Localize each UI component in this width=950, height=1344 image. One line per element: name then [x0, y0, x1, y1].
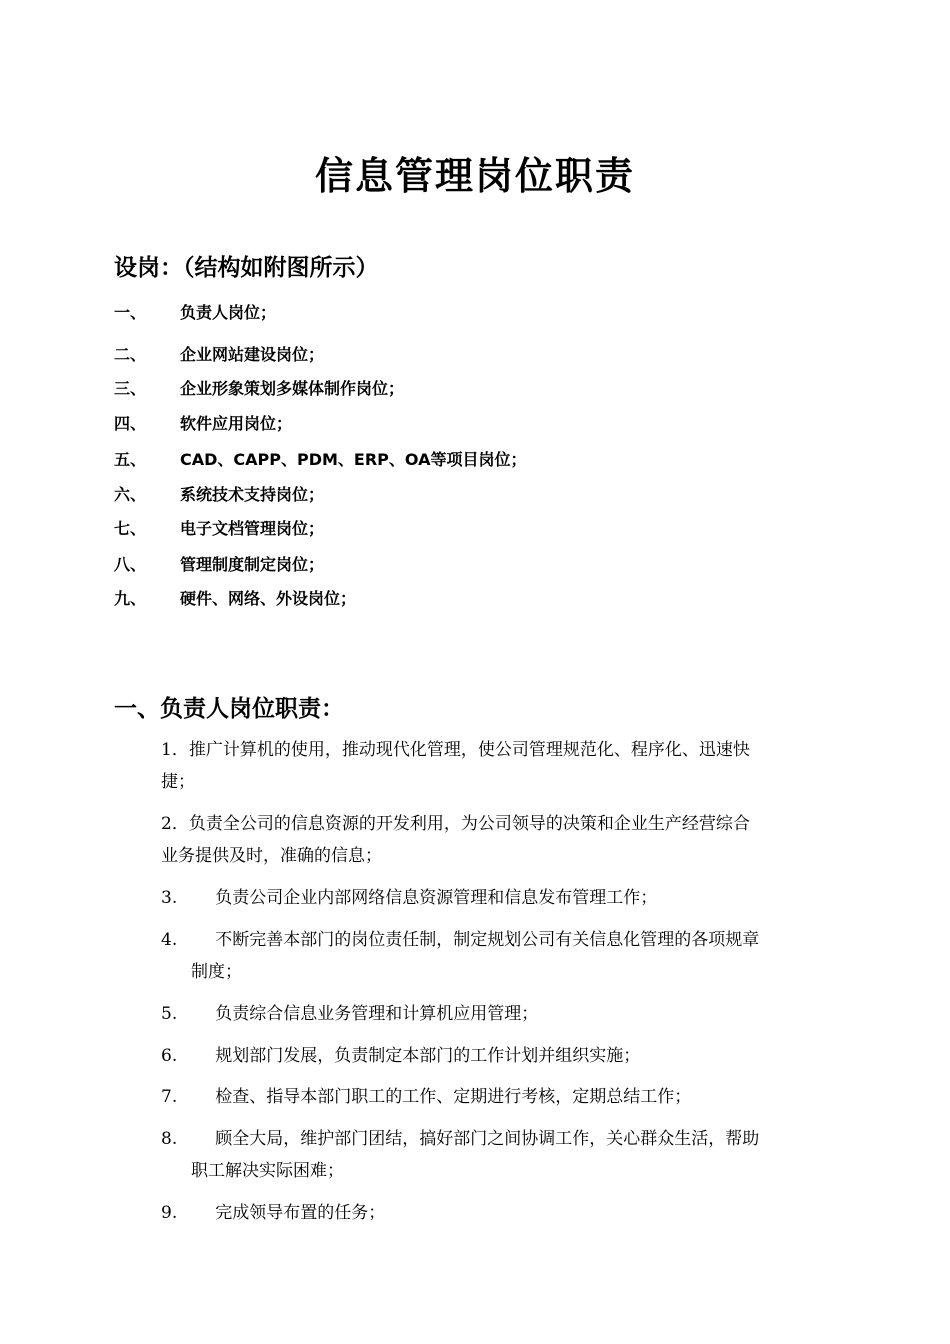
page-title: 信息管理岗位职责: [314, 154, 635, 198]
duty-number: 7.: [161, 1087, 178, 1107]
post-number: 五、: [114, 450, 147, 469]
post-number: 八、: [114, 555, 147, 574]
duty-text: 1．推广计算机的使用，推动现代化管理，使公司管理规范化、程序化、迅速快: [161, 740, 750, 760]
duty-text-continued: 捷；: [161, 772, 195, 792]
duty-text: 完成领导布置的任务；: [215, 1203, 386, 1223]
duty-number: 3.: [161, 888, 178, 908]
duty-number: 5.: [161, 1004, 178, 1024]
post-text: 硬件、网络、外设岗位；: [180, 589, 357, 608]
duty-text-continued: 制度；: [191, 962, 242, 982]
duty-text: 顾全大局，维护部门团结，搞好部门之间协调工作，关心群众生活，帮助: [215, 1129, 760, 1149]
duty-item: [161, 1081, 837, 1113]
duty-text: 2．负责全公司的信息资源的开发利用，为公司领导的决策和企业生产经营综合: [161, 814, 750, 834]
duty-item: [161, 1197, 837, 1229]
duty-heading: 一、负责人岗位职责：: [114, 696, 344, 722]
post-text: 企业网站建设岗位；: [180, 345, 325, 364]
duty-text: 规划部门发展，负责制定本部门的工作计划并组织实施；: [215, 1046, 641, 1066]
post-text: 管理制度制定岗位；: [180, 555, 325, 574]
post-text: 系统技术支持岗位；: [180, 485, 325, 504]
duty-item: [161, 734, 837, 798]
post-text: 软件应用岗位；: [180, 414, 293, 433]
post-number: 九、: [114, 589, 147, 608]
duty-number: 6.: [161, 1046, 178, 1066]
duty-item: [161, 998, 837, 1030]
post-number: 七、: [114, 519, 147, 538]
duty-number: 8.: [161, 1129, 178, 1149]
duty-item: [161, 924, 837, 988]
post-text: CAD、CAPP、PDM、ERP、OA等项目岗位；: [180, 450, 527, 469]
post-number: 四、: [114, 414, 147, 433]
post-number: 三、: [114, 379, 147, 398]
duty-number: 9.: [161, 1203, 178, 1223]
duty-text: 负责公司企业内部网络信息资源管理和信息发布管理工作；: [215, 888, 658, 908]
duty-item: [161, 808, 837, 872]
duty-item: [161, 882, 837, 914]
duty-text: 不断完善本部门的岗位责任制，制定规划公司有关信息化管理的各项规章: [215, 930, 760, 950]
post-number: 一、: [114, 303, 147, 322]
post-number: 六、: [114, 485, 147, 504]
post-text: 负责人岗位；: [180, 303, 277, 322]
post-text: 电子文档管理岗位；: [180, 519, 325, 538]
post-text: 企业形象策划多媒体制作岗位；: [180, 379, 405, 398]
duty-text-continued: 职工解决实际困难；: [191, 1161, 344, 1181]
post-number: 二、: [114, 345, 147, 364]
duty-item: [161, 1123, 837, 1187]
duty-text: 负责综合信息业务管理和计算机应用管理；: [215, 1004, 539, 1024]
setup-heading: 设岗：（结构如附图所示）: [114, 255, 379, 281]
duty-item: [161, 1040, 837, 1072]
duty-text-continued: 业务提供及时，准确的信息；: [161, 846, 382, 866]
duty-text: 检查、指导本部门职工的工作、定期进行考核，定期总结工作；: [215, 1087, 692, 1107]
duty-number: 4.: [161, 930, 178, 950]
